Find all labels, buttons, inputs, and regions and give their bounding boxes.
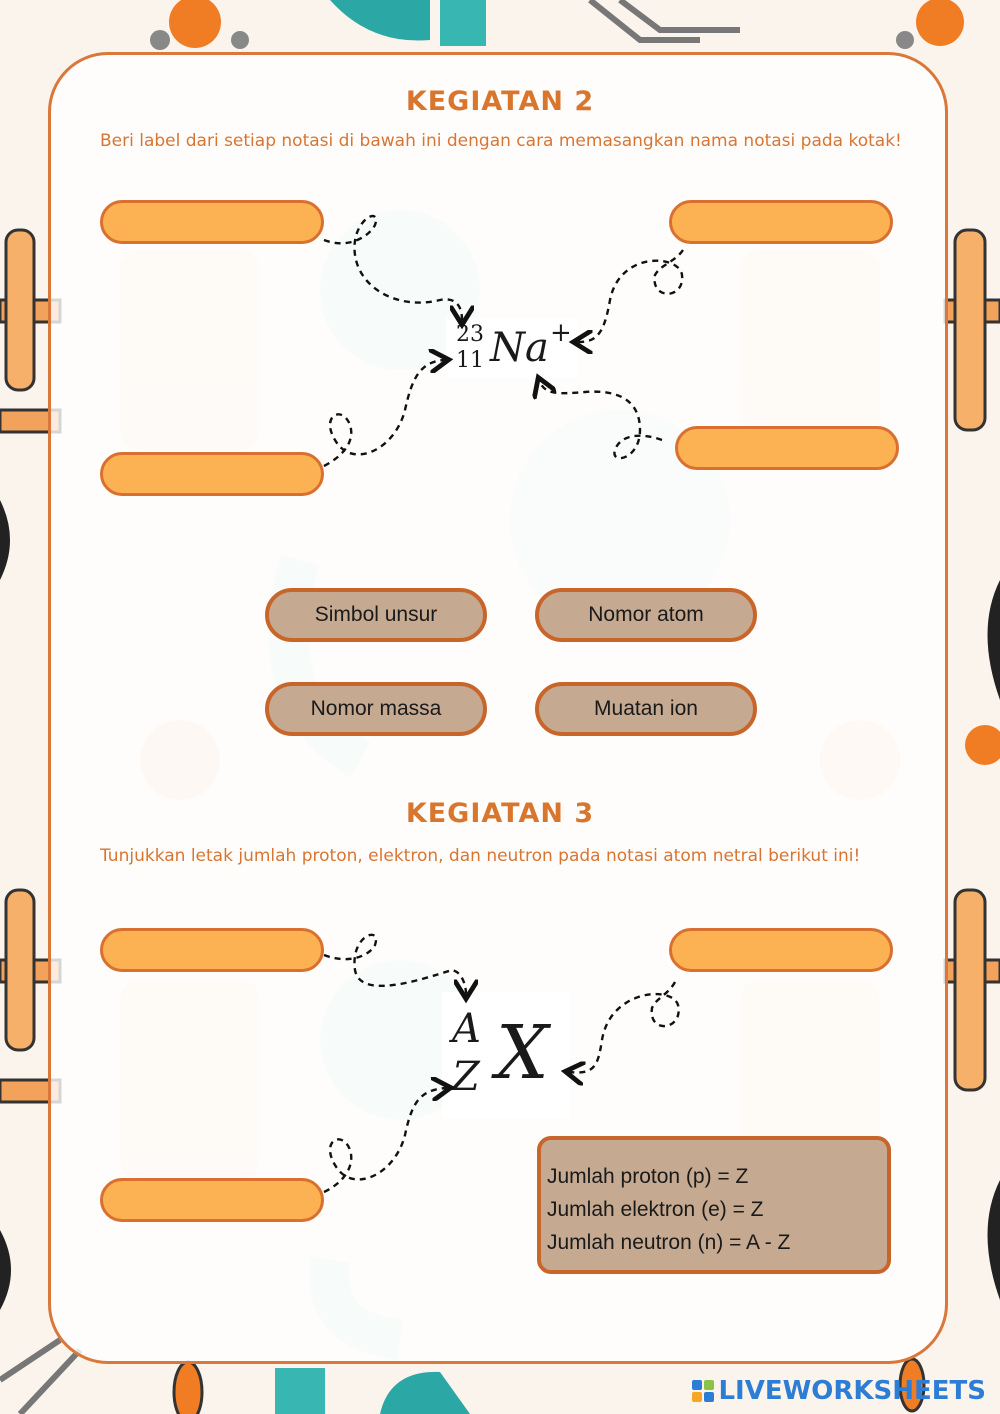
orange-molecule-icon <box>150 0 964 50</box>
tongs-icon <box>590 0 740 40</box>
tongs-icon <box>0 1340 80 1414</box>
mass-number: A <box>452 1006 481 1052</box>
proton-count-line: Jumlah proton (p) = Z <box>547 1165 749 1188</box>
sodium-ion-notation <box>446 318 578 378</box>
mass-number: 23 <box>456 322 484 347</box>
ion-charge: + <box>550 318 572 348</box>
answer-slot-bottom-left[interactable] <box>100 1178 324 1222</box>
brand-name: LIVEWORKSHEETS <box>718 1376 986 1406</box>
kegiatan-2-title: KEGIATAN 2 <box>405 86 595 117</box>
logo-mark-icon <box>692 1380 714 1402</box>
kegiatan-2-instruction: Beri label dari setiap notasi di bawah ini dengan cara memasangkan nama notasi pada kotak! <box>100 131 902 151</box>
kegiatan-3-instruction: Tunjukkan letak jumlah proton, elektron, dan neutron pada notasi atom netral berikut ini! <box>100 846 861 866</box>
answer-slot-top-left[interactable] <box>100 200 324 244</box>
protractor-icon <box>275 1368 470 1414</box>
particle-count-info-box <box>537 1136 891 1274</box>
protractor-icon <box>330 0 486 46</box>
option-chip[interactable]: Nomor massa <box>265 682 487 736</box>
answer-slot-top-right[interactable] <box>669 200 893 244</box>
option-chip[interactable]: Nomor atom <box>535 588 757 642</box>
electron-count-line: Jumlah elektron (e) = Z <box>547 1198 764 1221</box>
option-chip[interactable]: Simbol unsur <box>265 588 487 642</box>
element-symbol: Na <box>490 325 549 371</box>
answer-slot-bottom-right[interactable] <box>675 426 899 470</box>
liveworksheets-logo <box>692 1376 986 1406</box>
general-atom-notation <box>442 992 570 1118</box>
atomic-number: Z <box>452 1054 480 1100</box>
answer-slot-top-right[interactable] <box>669 928 893 972</box>
answer-slot-top-left[interactable] <box>100 928 324 972</box>
option-chip[interactable]: Muatan ion <box>535 682 757 736</box>
element-symbol: X <box>496 1010 549 1096</box>
neutron-count-line: Jumlah neutron (n) = A - Z <box>547 1231 791 1254</box>
kegiatan-3-title: KEGIATAN 3 <box>405 798 595 829</box>
atomic-number: 11 <box>456 348 484 373</box>
answer-slot-bottom-left[interactable] <box>100 452 324 496</box>
